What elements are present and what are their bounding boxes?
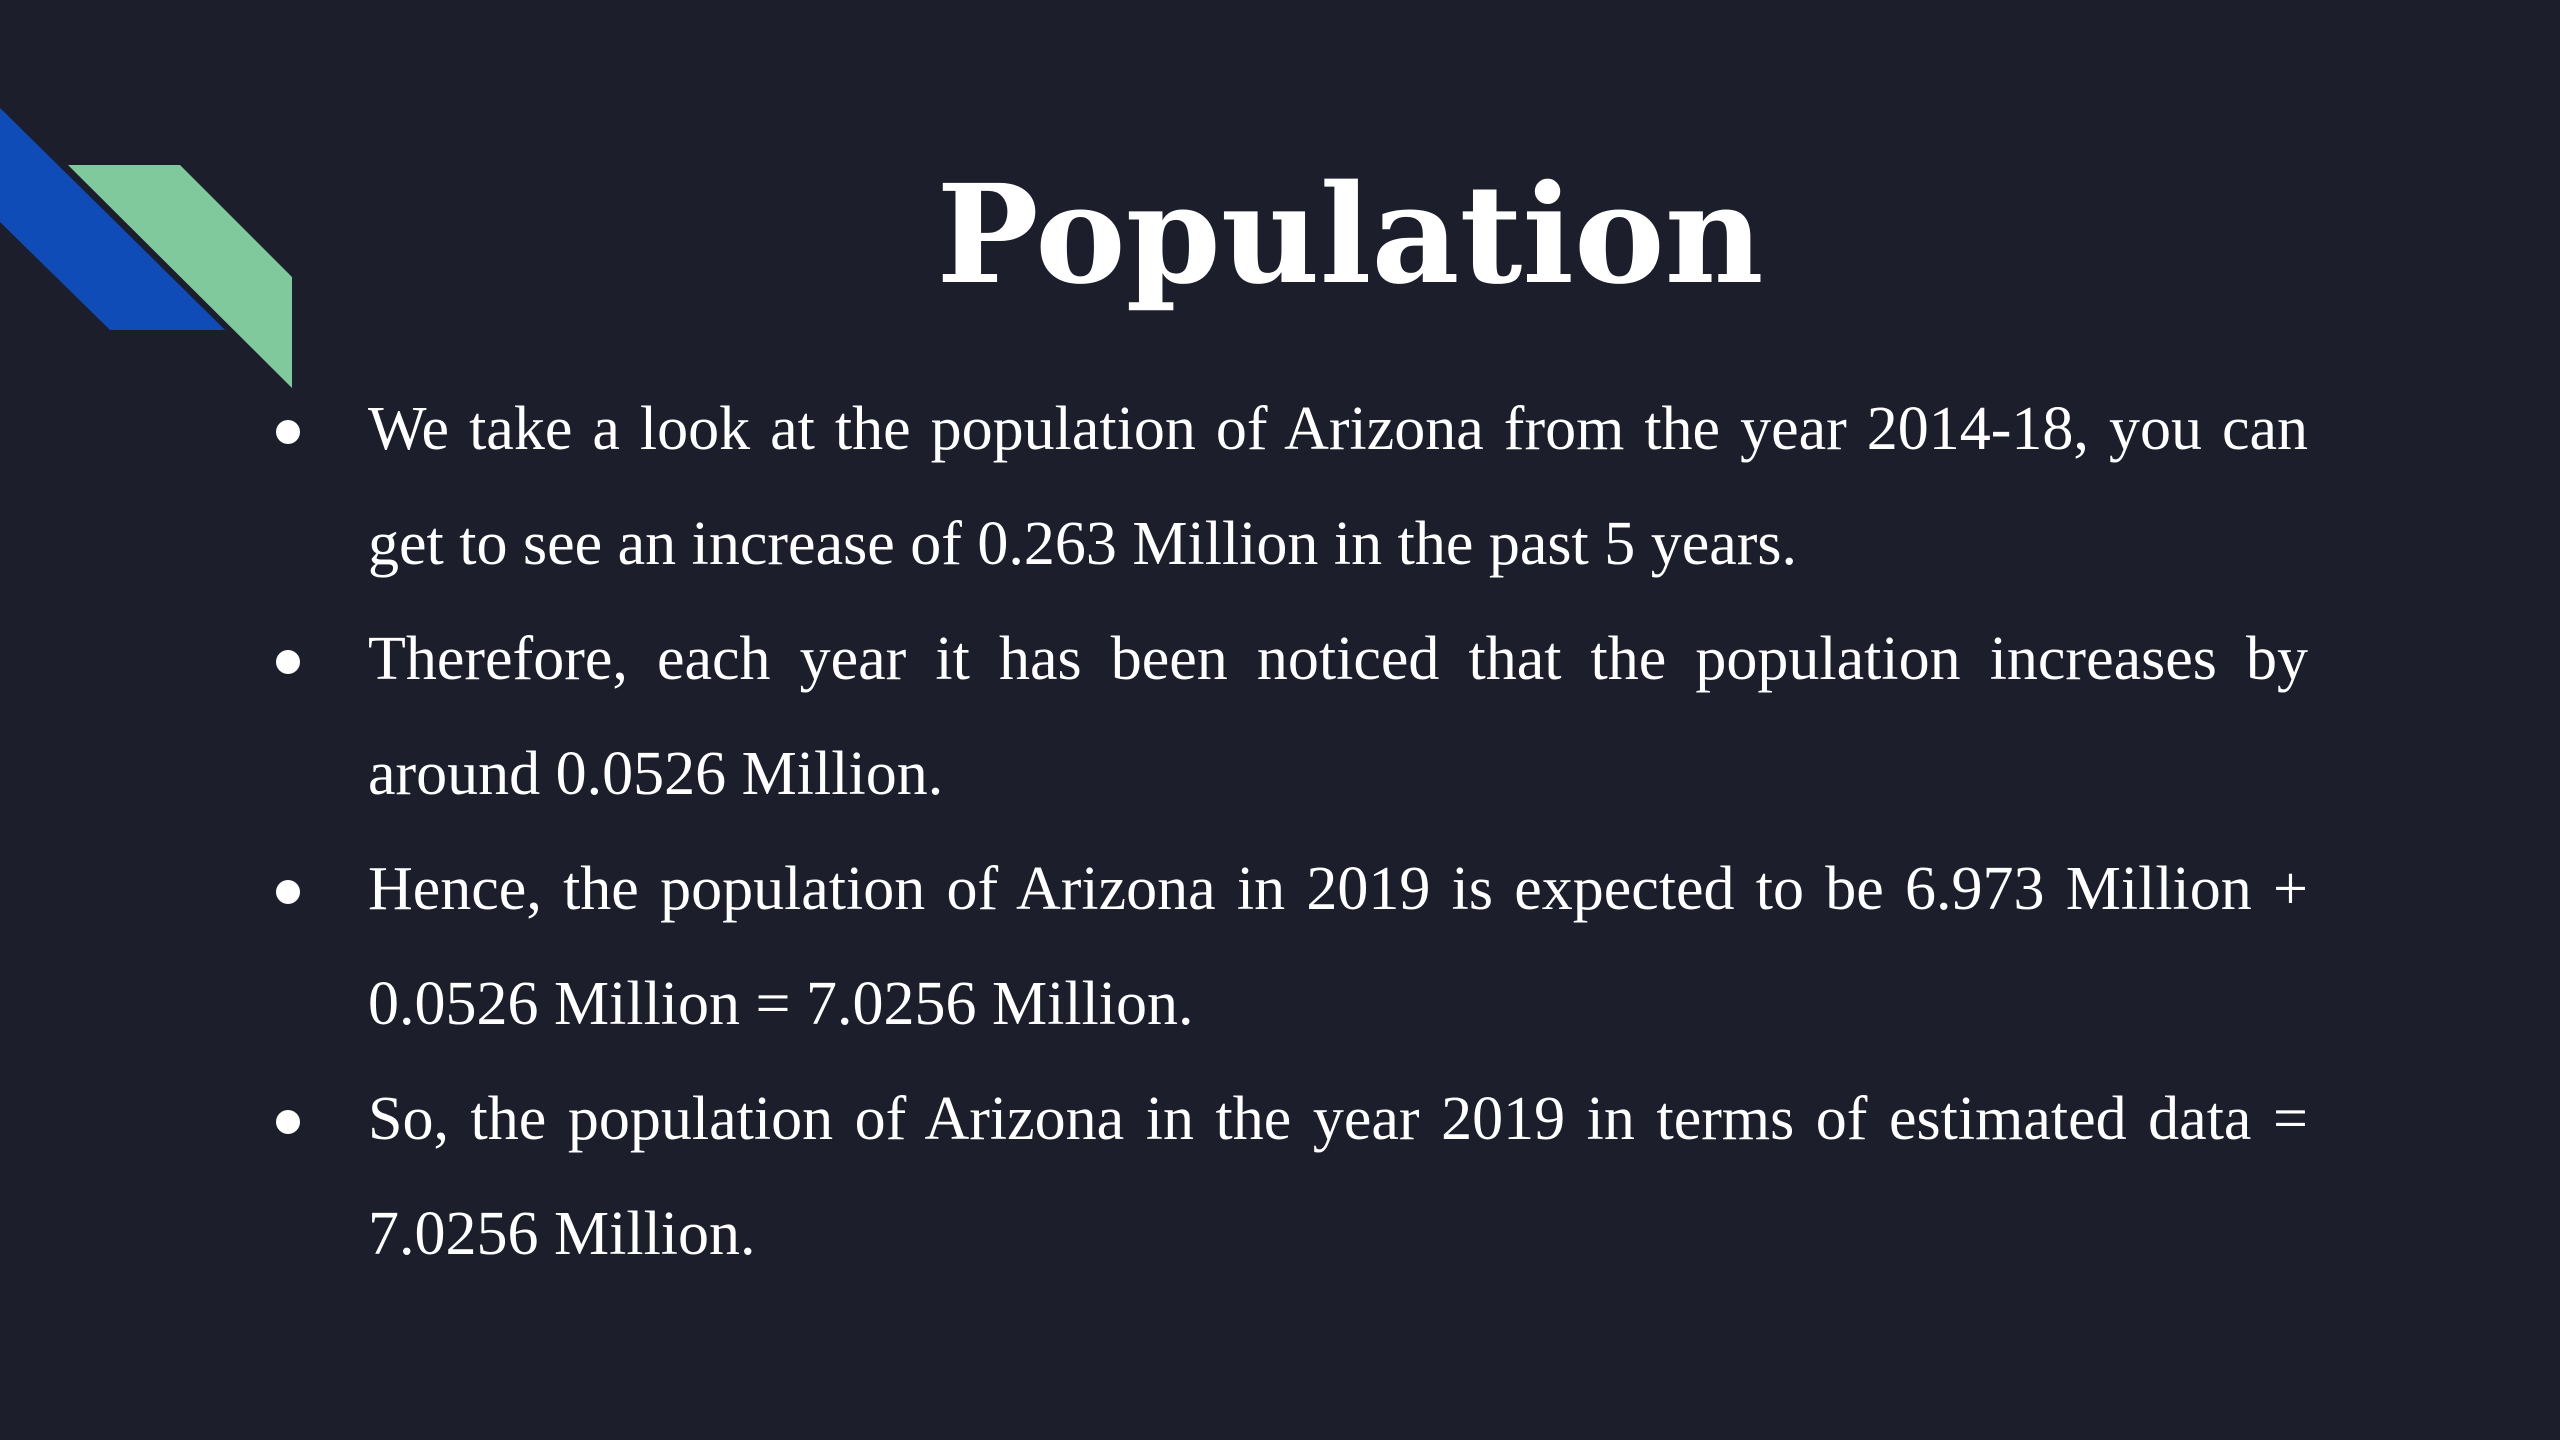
bullet-dot-icon xyxy=(276,650,300,674)
bullet-item xyxy=(268,372,2308,602)
bullet-item xyxy=(268,1062,2308,1292)
bullet-list xyxy=(268,372,2308,1292)
bullet-text: We take a look at the population of Arizona from the year 2014-18, you can get to see an increase of 0.263 Million in the past 5 years. xyxy=(368,395,2308,578)
bullet-item xyxy=(268,832,2308,1062)
bullet-dot-icon xyxy=(276,420,300,444)
bullet-dot-icon xyxy=(276,880,300,904)
bullet-text: Hence, the population of Arizona in 2019 is expected to be 6.973 Million + 0.0526 Million = 7.0256 Million. xyxy=(368,855,2308,1038)
bullet-dot-icon xyxy=(276,1110,300,1134)
bullet-text: Therefore, each year it has been noticed that the population increases by around 0.0526 Million. xyxy=(368,625,2308,808)
slide-title: Population xyxy=(936,155,1764,315)
bullet-item xyxy=(268,602,2308,832)
bullet-text: So, the population of Arizona in the year 2019 in terms of estimated data = 7.0256 Million. xyxy=(368,1085,2308,1268)
